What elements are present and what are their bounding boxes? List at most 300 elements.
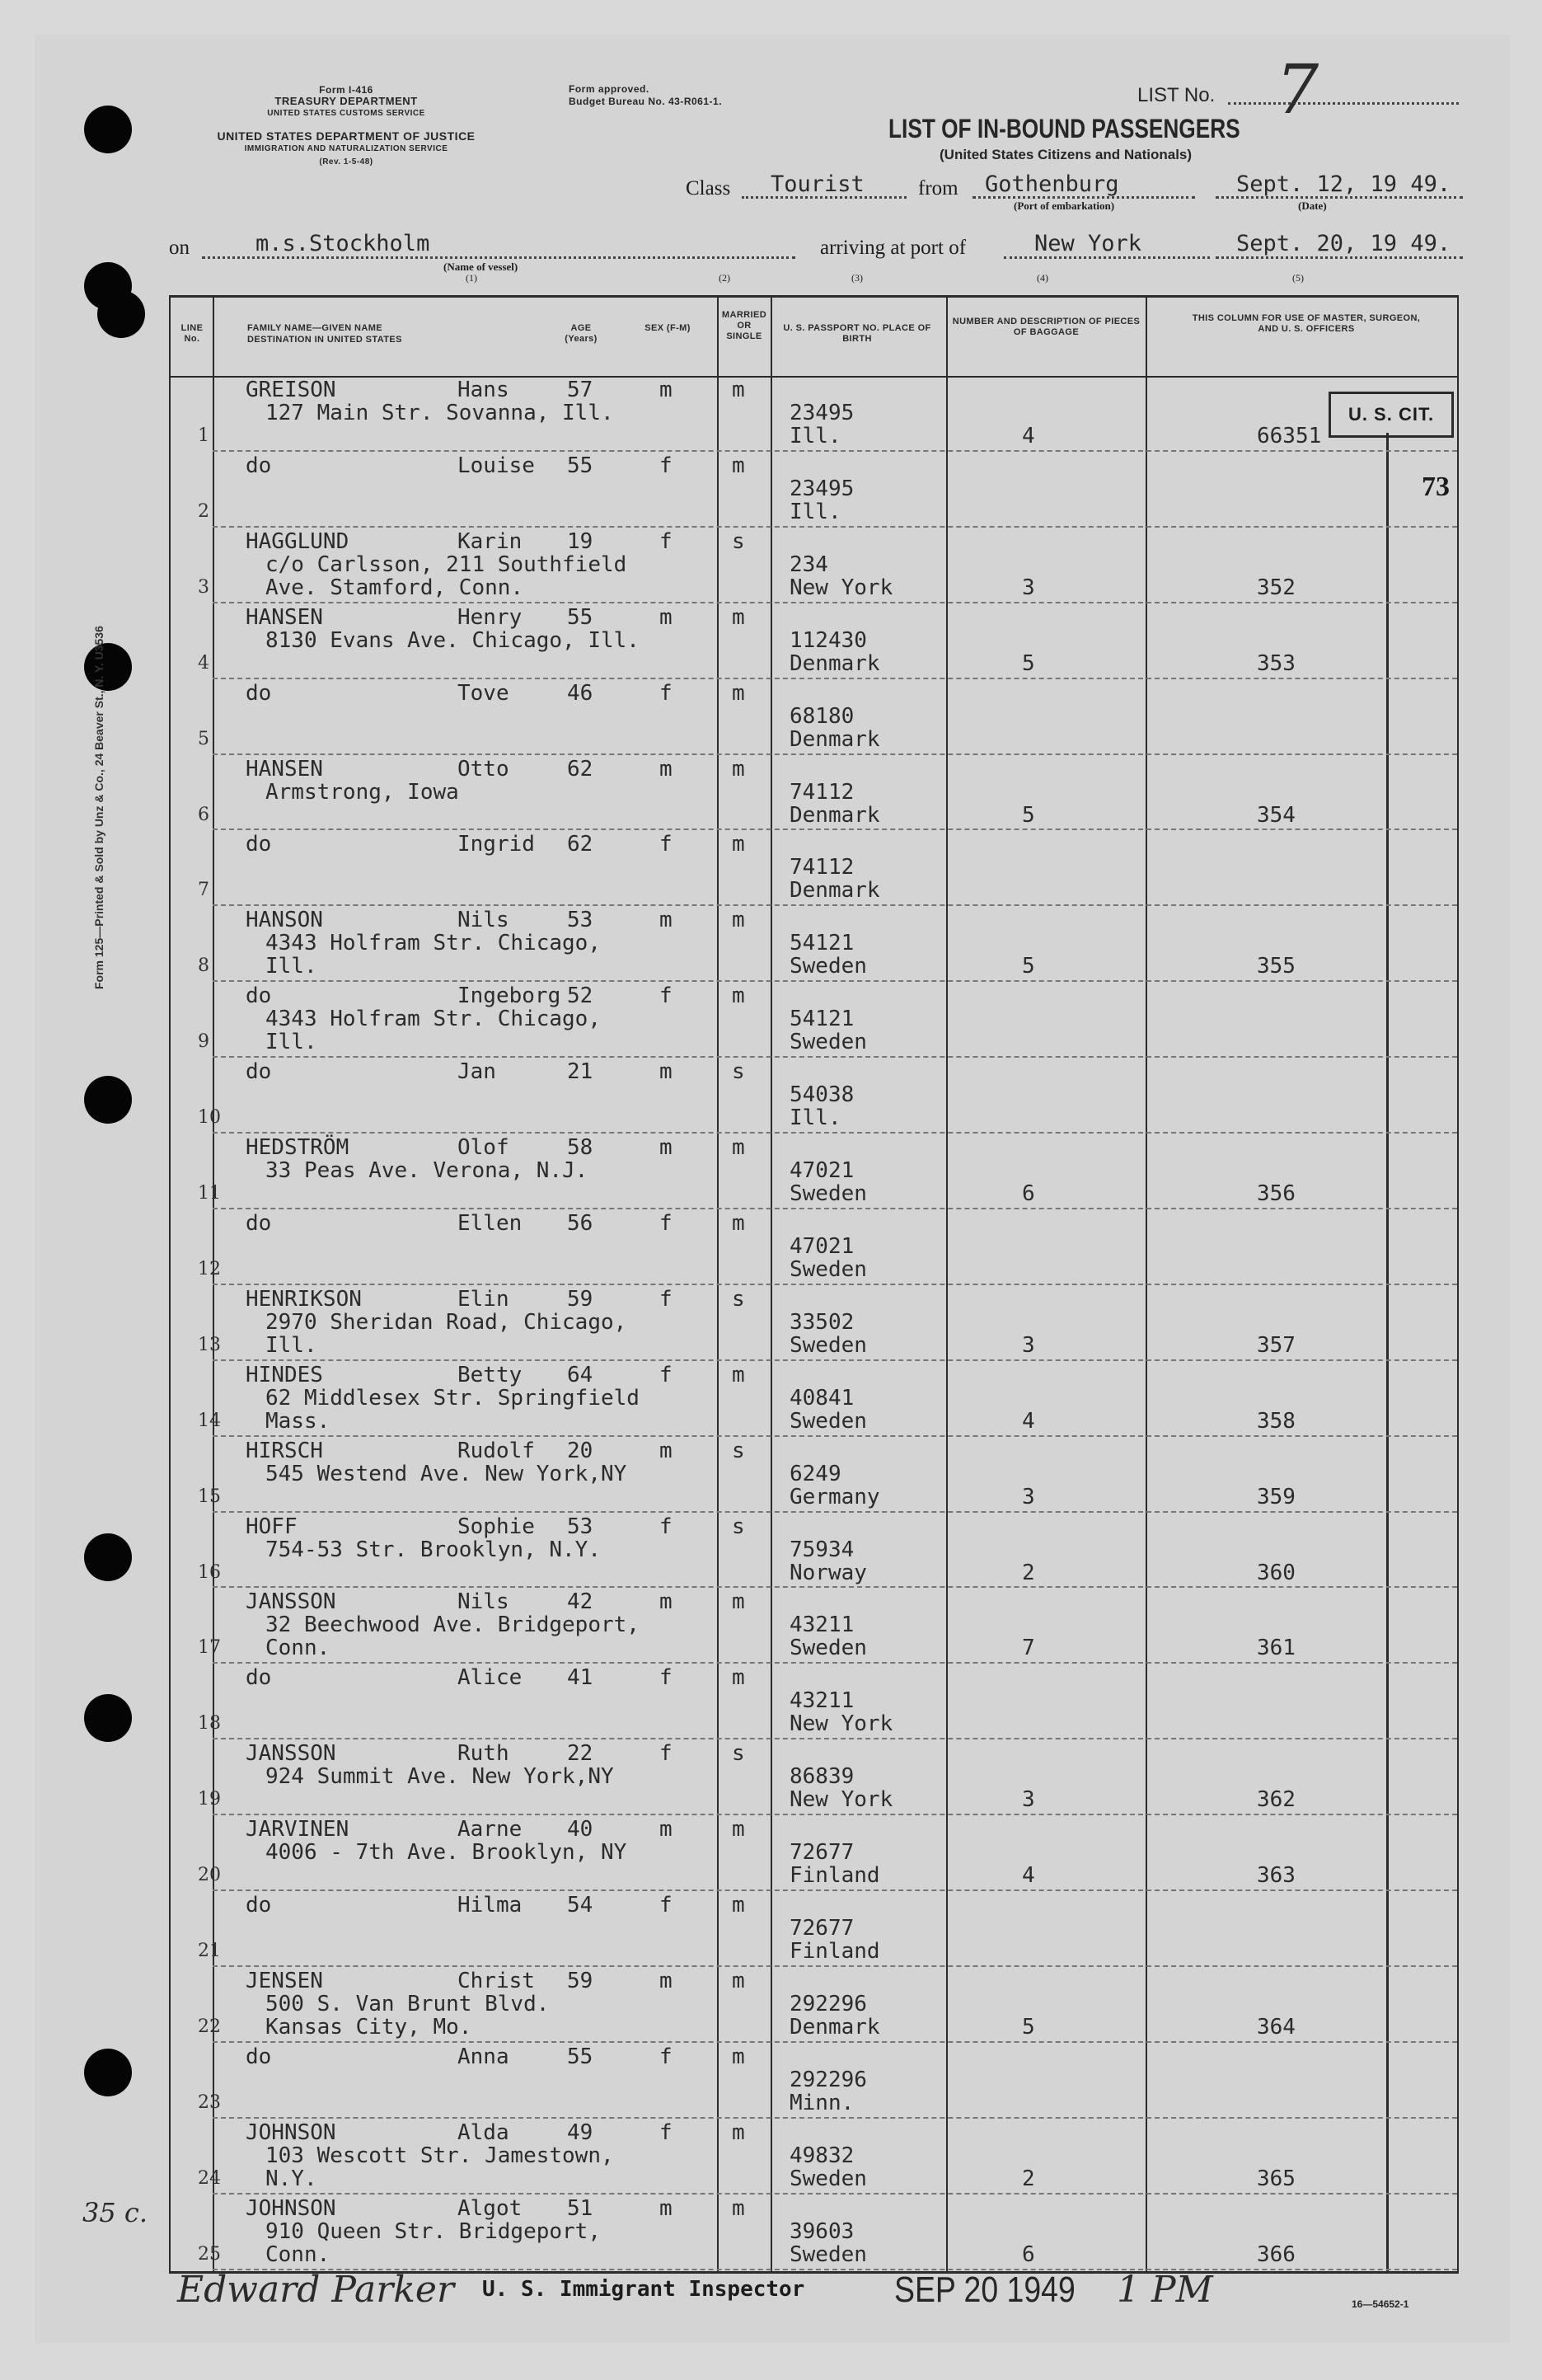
passport-number: 23495 xyxy=(790,401,855,425)
officer-number: 366 xyxy=(1257,2242,1296,2267)
form-revision: (Rev. 1-5-48) xyxy=(319,157,373,167)
marital-status: m xyxy=(732,680,745,706)
col-num-2: (2) xyxy=(719,272,730,284)
marital-status: m xyxy=(732,1362,745,1387)
row-separator xyxy=(213,980,1457,982)
header-line-no: LINE No. xyxy=(180,323,204,344)
us-citizen-stamp: U. S. CIT. xyxy=(1329,392,1454,438)
sex: f xyxy=(659,1286,673,1312)
place-of-birth: New York xyxy=(790,1787,893,1813)
passport-number: 112430 xyxy=(790,627,867,653)
officer-number: 360 xyxy=(1257,1560,1296,1585)
officer-number: 365 xyxy=(1257,2166,1296,2191)
marital-status: m xyxy=(732,453,745,478)
given-name: Ruth xyxy=(457,1741,509,1767)
destination-line2: Kansas City, Mo. xyxy=(265,2014,472,2040)
destination: 910 Queen Str. Bridgeport, xyxy=(265,2218,601,2244)
col-line-right xyxy=(1457,295,1459,2274)
given-name: Olof xyxy=(457,1135,509,1160)
passport-number: 292296 xyxy=(790,1991,867,2016)
header-married: MARRIED OR SINGLE xyxy=(721,310,767,341)
row-separator xyxy=(213,602,1457,603)
sex: f xyxy=(659,680,673,706)
punch-hole xyxy=(97,290,145,338)
header-bottom-border xyxy=(169,376,1459,378)
family-name: do xyxy=(246,832,272,857)
baggage-count: 3 xyxy=(1022,1332,1035,1358)
header-passport: U. S. PASSPORT NO. PLACE OF BIRTH xyxy=(783,323,931,344)
row-separator xyxy=(213,1814,1457,1815)
sex: f xyxy=(659,1210,673,1236)
punch-hole xyxy=(84,1533,132,1581)
line-number: 2 xyxy=(198,500,209,522)
baggage-count: 4 xyxy=(1022,1408,1035,1434)
officer-number: 356 xyxy=(1257,1181,1296,1206)
line-number: 15 xyxy=(198,1486,221,1507)
marital-status: s xyxy=(732,1741,745,1767)
row-separator xyxy=(213,2041,1457,2043)
destination: 924 Summit Ave. New York,NY xyxy=(265,1764,614,1790)
passport-number: 23495 xyxy=(790,476,855,501)
family-name: JARVINEN xyxy=(246,1817,349,1843)
marital-status: m xyxy=(732,2044,745,2069)
ins-service: IMMIGRATION AND NATURALIZATION SERVICE xyxy=(244,144,448,153)
baggage-count: 5 xyxy=(1022,954,1035,979)
punch-hole xyxy=(84,2049,132,2096)
given-name: Rudolf xyxy=(457,1438,535,1463)
family-name: do xyxy=(246,2044,272,2069)
age: 59 xyxy=(567,1286,593,1312)
age: 19 xyxy=(567,528,593,554)
sex: f xyxy=(659,1741,673,1767)
destination-line2: Ave. Stamford, Conn. xyxy=(265,575,524,600)
header-age: AGE (Years) xyxy=(565,323,598,344)
line-number: 13 xyxy=(198,1334,221,1355)
age: 53 xyxy=(567,908,593,933)
given-name: Hilma xyxy=(457,1893,523,1918)
line-number: 11 xyxy=(198,1183,221,1204)
row-separator xyxy=(213,1965,1457,1967)
row-separator xyxy=(213,829,1457,830)
family-name: do xyxy=(246,1893,272,1918)
line-number: 19 xyxy=(198,1789,221,1810)
marital-status: m xyxy=(732,604,745,630)
punch-hole xyxy=(84,106,132,153)
destination-line2: Ill. xyxy=(265,1332,317,1358)
header-destination: DESTINATION IN UNITED STATES xyxy=(247,335,402,345)
sex: m xyxy=(659,756,673,782)
arrival-date: Sept. 20, 19 49. xyxy=(1236,231,1451,256)
baggage-count: 5 xyxy=(1022,650,1035,676)
age: 55 xyxy=(567,2044,593,2069)
line-number: 20 xyxy=(198,1865,221,1886)
marital-status: m xyxy=(732,1817,745,1843)
line-number: 10 xyxy=(198,1107,221,1129)
passport-number: 74112 xyxy=(790,855,855,880)
header-baggage: NUMBER AND DESCRIPTION OF PIECES OF BAGGAGE xyxy=(952,317,1141,337)
marital-status: m xyxy=(732,2119,745,2145)
line-number: 5 xyxy=(198,728,209,749)
sex: f xyxy=(659,1665,673,1691)
age: 59 xyxy=(567,1968,593,1993)
marital-status: m xyxy=(732,983,745,1009)
place-of-birth: Sweden xyxy=(790,1181,867,1206)
line-number: 23 xyxy=(198,2091,221,2113)
arrival-date-dots xyxy=(1216,256,1463,259)
officer-number: 361 xyxy=(1257,1636,1296,1661)
passport-number: 234 xyxy=(790,552,828,577)
line-number: 4 xyxy=(198,652,209,674)
budget-bureau: Budget Bureau No. 43-R061-1. xyxy=(569,96,723,107)
arriving-label: arriving at port of xyxy=(820,237,967,259)
given-name: Alice xyxy=(457,1665,523,1691)
place-of-birth: Sweden xyxy=(790,1030,867,1055)
side-printer-text: Form 125—Printed & Sold by Unz & Co., 24 Beaver St., N. Y. U3536 xyxy=(92,626,105,989)
passport-number: 75934 xyxy=(790,1537,855,1562)
family-name: HANSEN xyxy=(246,604,323,630)
family-name: GREISON xyxy=(246,378,336,402)
family-name: do xyxy=(246,1665,272,1691)
baggage-count: 5 xyxy=(1022,2014,1035,2040)
line-number: 14 xyxy=(198,1410,221,1431)
destination: 62 Middlesex Str. Springfield xyxy=(265,1385,640,1411)
officer-number: 353 xyxy=(1257,650,1296,676)
row-separator xyxy=(213,2193,1457,2195)
marital-status: s xyxy=(732,528,745,554)
age: 54 xyxy=(567,1893,593,1918)
justice-dept: UNITED STATES DEPARTMENT OF JUSTICE xyxy=(217,129,476,143)
sex: m xyxy=(659,908,673,933)
departure-date: Sept. 12, 19 49. xyxy=(1236,171,1451,197)
destination: 4343 Holfram Str. Chicago, xyxy=(265,931,601,956)
place-of-birth: Sweden xyxy=(790,954,867,979)
sex: m xyxy=(659,2195,673,2221)
header-officers: THIS COLUMN FOR USE OF MASTER, SURGEON, AND U. S. OFFICERS xyxy=(1192,313,1421,334)
place-of-birth: Finland xyxy=(790,1863,880,1889)
place-of-birth: Sweden xyxy=(790,1636,867,1661)
row-separator xyxy=(213,753,1457,755)
family-name: HAGGLUND xyxy=(246,528,349,554)
place-of-birth: Denmark xyxy=(790,726,880,752)
row-separator xyxy=(213,1132,1457,1134)
age: 52 xyxy=(567,983,593,1009)
row-separator xyxy=(213,1359,1457,1361)
place-of-birth: Sweden xyxy=(790,2166,867,2191)
arrival-port-dots xyxy=(1004,256,1210,259)
officer-number: 352 xyxy=(1257,575,1296,600)
family-name: HEDSTRÖM xyxy=(246,1135,349,1160)
sex: m xyxy=(659,1968,673,1993)
officer-vertical-mark xyxy=(1386,433,1389,2271)
place-of-birth: Minn. xyxy=(790,2090,855,2115)
place-of-birth: Ill. xyxy=(790,424,841,448)
destination-line2: Conn. xyxy=(265,2242,330,2267)
marital-status: m xyxy=(732,908,745,933)
destination: 4006 - 7th Ave. Brooklyn, NY xyxy=(265,1840,627,1866)
marital-status: m xyxy=(732,378,745,402)
marital-status: m xyxy=(732,1589,745,1615)
line-number: 21 xyxy=(198,1941,221,1961)
passport-number: 47021 xyxy=(790,1158,855,1183)
vessel-name: m.s.Stockholm xyxy=(255,231,430,256)
family-name: HOFF xyxy=(246,1514,298,1539)
sex: f xyxy=(659,1514,673,1539)
given-name: Karin xyxy=(457,528,523,554)
marital-status: s xyxy=(732,1438,745,1463)
destination: 32 Beechwood Ave. Bridgeport, xyxy=(265,1612,640,1638)
baggage-count: 4 xyxy=(1022,424,1035,448)
age: 21 xyxy=(567,1059,593,1085)
age: 51 xyxy=(567,2195,593,2221)
given-name: Anna xyxy=(457,2044,509,2069)
given-name: Jan xyxy=(457,1059,496,1085)
date-caption: (Date) xyxy=(1298,200,1327,212)
line-number: 12 xyxy=(198,1258,221,1279)
marital-status: m xyxy=(732,1210,745,1236)
baggage-count: 6 xyxy=(1022,2242,1035,2267)
line-number: 1 xyxy=(198,425,209,446)
age: 20 xyxy=(567,1438,593,1463)
line-number: 8 xyxy=(198,955,209,977)
row-separator xyxy=(213,904,1457,906)
destination: 127 Main Str. Sovanna, Ill. xyxy=(265,401,614,425)
passport-number: 54038 xyxy=(790,1082,855,1108)
row-separator xyxy=(213,1511,1457,1513)
sex: f xyxy=(659,528,673,554)
line-number: 16 xyxy=(198,1561,221,1583)
marital-status: m xyxy=(732,832,745,857)
col-num-1: (1) xyxy=(466,272,477,284)
row-separator xyxy=(213,1056,1457,1058)
officer-number: 354 xyxy=(1257,802,1296,828)
age: 46 xyxy=(567,680,593,706)
destination-line2: Ill. xyxy=(265,954,317,979)
marital-status: s xyxy=(732,1059,745,1085)
header-sex: SEX (F-M) xyxy=(644,323,691,333)
place-of-birth: Finland xyxy=(790,1939,880,1964)
given-name: Sophie xyxy=(457,1514,535,1539)
place-of-birth: Ill. xyxy=(790,499,841,524)
place-of-birth: Denmark xyxy=(790,2014,880,2040)
family-name: HINDES xyxy=(246,1362,323,1387)
given-name: Hans xyxy=(457,378,509,402)
passport-number: 40841 xyxy=(790,1385,855,1411)
given-name: Alda xyxy=(457,2119,509,2145)
baggage-count: 5 xyxy=(1022,802,1035,828)
baggage-count: 7 xyxy=(1022,1636,1035,1661)
age: 55 xyxy=(567,604,593,630)
marital-status: s xyxy=(732,1286,745,1312)
destination: 103 Wescott Str. Jamestown, xyxy=(265,2143,614,2168)
line-number: 25 xyxy=(198,2243,221,2265)
marital-status: m xyxy=(732,1135,745,1160)
passport-number: 39603 xyxy=(790,2218,855,2244)
from-label: from xyxy=(918,177,958,200)
row-separator xyxy=(213,1208,1457,1209)
given-name: Ingrid xyxy=(457,832,535,857)
class-value: Tourist xyxy=(771,171,865,197)
passport-number: 292296 xyxy=(790,2067,867,2092)
place-of-birth: Sweden xyxy=(790,2242,867,2267)
destination-line2: Conn. xyxy=(265,1636,330,1661)
family-name: HIRSCH xyxy=(246,1438,323,1463)
officer-number: 66351 xyxy=(1257,424,1322,448)
given-name: Henry xyxy=(457,604,523,630)
inspector-label: U. S. Immigrant Inspector xyxy=(482,2277,805,2302)
baggage-count: 6 xyxy=(1022,1181,1035,1206)
officer-number: 355 xyxy=(1257,954,1296,979)
customs-service: UNITED STATES CUSTOMS SERVICE xyxy=(267,109,425,118)
row-separator xyxy=(213,678,1457,679)
date-stamp: SEP 20 1949 xyxy=(894,2270,1076,2310)
punch-hole xyxy=(84,1076,132,1124)
family-name: HENRIKSON xyxy=(246,1286,362,1312)
row-separator xyxy=(213,1284,1457,1285)
col-num-5: (5) xyxy=(1292,272,1304,284)
baggage-count: 2 xyxy=(1022,1560,1035,1585)
row-separator xyxy=(213,1435,1457,1437)
passport-number: 43211 xyxy=(790,1612,855,1638)
marital-status: m xyxy=(732,2195,745,2221)
destination: 4343 Holfram Str. Chicago, xyxy=(265,1007,601,1032)
family-name: HANSEN xyxy=(246,756,323,782)
family-name: do xyxy=(246,983,272,1009)
place-of-birth: Denmark xyxy=(790,802,880,828)
place-of-birth: New York xyxy=(790,575,893,600)
port-caption: (Port of embarkation) xyxy=(1014,200,1115,212)
place-of-birth: Sweden xyxy=(790,1332,867,1358)
destination: 2970 Sheridan Road, Chicago, xyxy=(265,1309,627,1335)
given-name: Tove xyxy=(457,680,509,706)
given-name: Otto xyxy=(457,756,509,782)
passport-number: 54121 xyxy=(790,1007,855,1032)
place-of-birth: New York xyxy=(790,1711,893,1737)
list-no-label: LIST No. xyxy=(1137,84,1216,106)
family-name: JANSSON xyxy=(246,1741,336,1767)
officer-number: 358 xyxy=(1257,1408,1296,1434)
list-no-value: 7 xyxy=(1276,51,1319,129)
place-of-birth: Sweden xyxy=(790,1256,867,1282)
destination: Armstrong, Iowa xyxy=(265,779,459,805)
treasury-dept: TREASURY DEPARTMENT xyxy=(274,95,418,107)
line-number: 7 xyxy=(198,880,209,901)
family-name: JOHNSON xyxy=(246,2195,336,2221)
age: 58 xyxy=(567,1135,593,1160)
age: 53 xyxy=(567,1514,593,1539)
destination: 500 S. Van Brunt Blvd. xyxy=(265,1991,550,2016)
form-approved: Form approved. xyxy=(569,83,649,95)
sex: f xyxy=(659,2044,673,2069)
given-name: Ingeborg xyxy=(457,983,561,1009)
given-name: Aarne xyxy=(457,1817,523,1843)
col-num-3: (3) xyxy=(851,272,863,284)
age: 64 xyxy=(567,1362,593,1387)
family-name: JENSEN xyxy=(246,1968,323,1993)
form-title: LIST OF IN-BOUND PASSENGERS xyxy=(888,114,1240,143)
col-line-left xyxy=(169,295,171,2274)
officer-number: 363 xyxy=(1257,1863,1296,1889)
given-name: Ellen xyxy=(457,1210,523,1236)
list-no-dots xyxy=(1228,102,1459,105)
age: 49 xyxy=(567,2119,593,2145)
destination-line2: Ill. xyxy=(265,1030,317,1055)
sex: m xyxy=(659,378,673,402)
age: 40 xyxy=(567,1817,593,1843)
given-name: Elin xyxy=(457,1286,509,1312)
passport-number: 43211 xyxy=(790,1688,855,1714)
destination-line2: Mass. xyxy=(265,1408,330,1434)
place-of-birth: Denmark xyxy=(790,650,880,676)
row-separator xyxy=(213,2117,1457,2119)
given-name: Betty xyxy=(457,1362,523,1387)
destination: c/o Carlsson, 211 Southfield xyxy=(265,552,627,577)
place-of-birth: Denmark xyxy=(790,878,880,904)
line-number: 9 xyxy=(198,1031,209,1053)
line-number: 3 xyxy=(198,576,209,598)
age: 62 xyxy=(567,832,593,857)
row-separator xyxy=(213,450,1457,452)
marital-status: m xyxy=(732,1893,745,1918)
col-num-4: (4) xyxy=(1037,272,1048,284)
officer-number: 357 xyxy=(1257,1332,1296,1358)
destination-line2: N.Y. xyxy=(265,2166,317,2191)
embarkation-port: Gothenburg xyxy=(985,171,1119,197)
officer-number: 359 xyxy=(1257,1484,1296,1509)
place-of-birth: Germany xyxy=(790,1484,880,1509)
family-name: JANSSON xyxy=(246,1589,336,1615)
sex: f xyxy=(659,453,673,478)
passport-number: 72677 xyxy=(790,1840,855,1866)
passport-number: 6249 xyxy=(790,1461,841,1486)
passport-number: 49832 xyxy=(790,2143,855,2168)
sex: m xyxy=(659,1135,673,1160)
margin-note: 35 c. xyxy=(82,2197,148,2228)
class-label: Class xyxy=(686,177,731,200)
sex: m xyxy=(659,1589,673,1615)
age: 56 xyxy=(567,1210,593,1236)
punch-hole xyxy=(84,1694,132,1742)
passport-number: 86839 xyxy=(790,1764,855,1790)
family-name: JOHNSON xyxy=(246,2119,336,2145)
family-name: do xyxy=(246,680,272,706)
sex: m xyxy=(659,1817,673,1843)
baggage-count: 3 xyxy=(1022,575,1035,600)
passport-number: 68180 xyxy=(790,703,855,729)
row-separator xyxy=(213,1586,1457,1588)
sex: m xyxy=(659,1438,673,1463)
line-number: 22 xyxy=(198,2016,221,2037)
vessel-dots xyxy=(202,256,795,259)
line-number: 17 xyxy=(198,1637,221,1659)
sex: f xyxy=(659,1362,673,1387)
destination: 545 Westend Ave. New York,NY xyxy=(265,1461,627,1486)
sex: f xyxy=(659,1893,673,1918)
arrival-port: New York xyxy=(1034,231,1142,256)
officer-number: 364 xyxy=(1257,2014,1296,2040)
place-of-birth: Ill. xyxy=(790,1106,841,1131)
marital-status: m xyxy=(732,1665,745,1691)
given-name: Nils xyxy=(457,908,509,933)
sex: f xyxy=(659,832,673,857)
destination: 33 Peas Ave. Verona, N.J. xyxy=(265,1158,588,1183)
family-name: do xyxy=(246,1210,272,1236)
place-of-birth: Sweden xyxy=(790,1408,867,1434)
baggage-count: 3 xyxy=(1022,1484,1035,1509)
family-name: do xyxy=(246,453,272,478)
baggage-count: 2 xyxy=(1022,2166,1035,2191)
header-family-name: FAMILY NAME—GIVEN NAME xyxy=(247,323,383,333)
form-number: Form I-416 xyxy=(319,84,373,96)
